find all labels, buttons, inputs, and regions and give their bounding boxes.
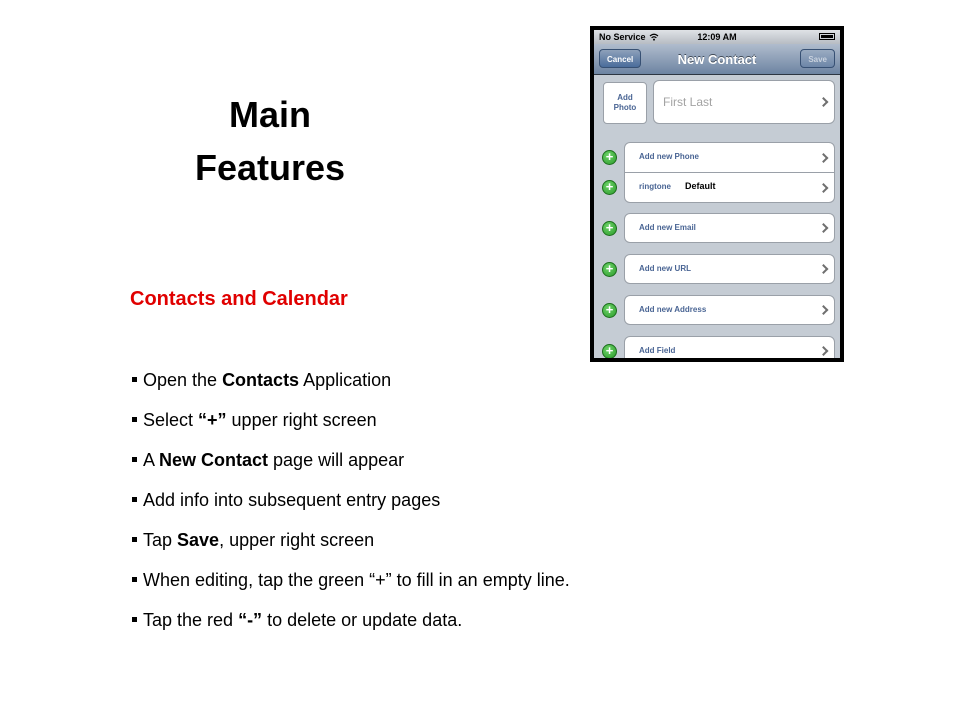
list-item <box>130 569 570 609</box>
page-title <box>160 88 380 194</box>
add-address-icon[interactable]: + <box>602 303 617 318</box>
list-item <box>130 369 570 409</box>
name-field[interactable] <box>653 80 835 124</box>
phone-screen <box>594 30 840 358</box>
item-text: Open the <box>143 370 223 390</box>
name-placeholder: First Last <box>663 95 713 109</box>
list-item <box>130 489 570 529</box>
item-text: Add info into subsequent entry pages <box>143 490 441 510</box>
chevron-right-icon <box>819 223 829 233</box>
item-text: When editing, tap the green “+” to fill in an empty line. <box>143 570 570 590</box>
add-url-label: Add new URL <box>639 264 691 273</box>
add-email-label: Add new Email <box>639 223 696 232</box>
section-title: Contacts and Calendar <box>130 288 348 310</box>
item-bold: Save <box>177 530 220 550</box>
add-address-field[interactable] <box>624 295 835 325</box>
item-text: to delete or update data. <box>262 610 463 630</box>
item-text: A <box>143 450 160 470</box>
nav-title: New Contact <box>677 51 757 67</box>
add-ringtone-icon[interactable]: + <box>602 180 617 195</box>
page-title-line2: Features <box>194 147 346 188</box>
chevron-right-icon <box>819 305 829 315</box>
item-bold: “-” <box>238 610 263 630</box>
add-phone-field[interactable] <box>624 142 835 173</box>
item-text: page will appear <box>268 450 405 470</box>
add-email-icon[interactable]: + <box>602 221 617 236</box>
item-text: Tap <box>143 530 178 550</box>
ringtone-value: Default <box>685 181 716 191</box>
chevron-right-icon <box>819 264 829 274</box>
add-field-label: Add Field <box>639 346 676 355</box>
list-item <box>130 609 570 635</box>
bullet-icon <box>132 457 137 462</box>
add-email-field[interactable] <box>624 213 835 243</box>
bullet-icon <box>132 417 137 422</box>
add-address-label: Add new Address <box>639 305 707 314</box>
carrier-label: No Service <box>599 32 646 42</box>
status-time: 12:09 AM <box>697 32 737 42</box>
add-url-icon[interactable]: + <box>602 262 617 277</box>
add-photo-button[interactable] <box>603 82 647 124</box>
add-photo-label: Add Photo <box>613 93 637 112</box>
ringtone-field[interactable] <box>624 173 835 203</box>
list-item <box>130 449 570 489</box>
item-text: , upper right screen <box>219 530 375 550</box>
item-text: upper right screen <box>226 410 377 430</box>
instruction-list <box>130 369 570 635</box>
bullet-icon <box>132 377 137 382</box>
save-button[interactable]: Save <box>800 49 835 68</box>
list-item <box>130 409 570 449</box>
item-text: Tap the red <box>143 610 239 630</box>
battery-icon <box>819 33 835 40</box>
add-field-icon[interactable]: + <box>602 344 617 358</box>
chevron-right-icon <box>819 183 829 193</box>
bullet-icon <box>132 617 137 622</box>
add-field-field[interactable] <box>624 336 835 358</box>
nav-bar <box>594 44 840 75</box>
item-bold: New Contact <box>159 450 269 470</box>
item-text: Select <box>143 410 199 430</box>
item-bold: “+” <box>198 410 227 430</box>
cancel-button[interactable]: Cancel <box>599 49 641 68</box>
bullet-icon <box>132 577 137 582</box>
add-url-field[interactable] <box>624 254 835 284</box>
item-bold: Contacts <box>222 370 300 390</box>
add-phone-label: Add new Phone <box>639 152 699 161</box>
status-bar <box>594 30 840 44</box>
list-item <box>130 529 570 569</box>
add-phone-icon[interactable]: + <box>602 150 617 165</box>
phone-screenshot <box>590 26 844 362</box>
item-text: Application <box>299 370 392 390</box>
bullet-icon <box>132 497 137 502</box>
bullet-icon <box>132 537 137 542</box>
ringtone-label: ringtone <box>639 182 671 191</box>
chevron-right-icon <box>819 97 829 107</box>
chevron-right-icon <box>819 346 829 356</box>
chevron-right-icon <box>819 153 829 163</box>
page-title-line1: Main <box>228 94 311 135</box>
